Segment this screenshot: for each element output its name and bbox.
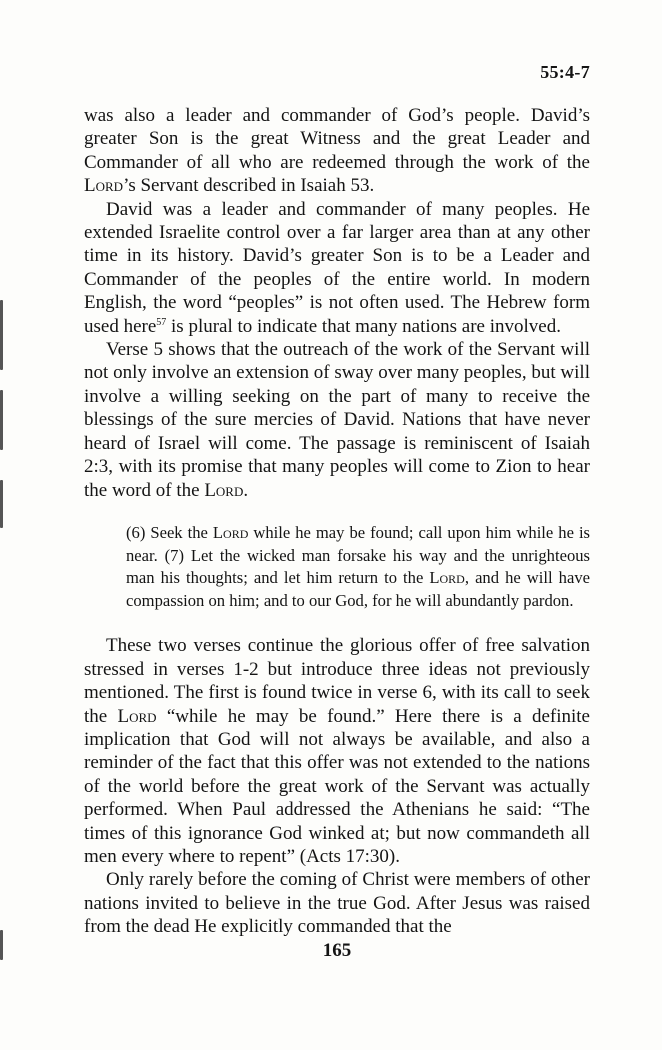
page-number: 165 xyxy=(322,940,352,961)
lord-small-caps: Lord xyxy=(212,522,249,542)
paragraph-2-text-b: is plural to indicate that many nations are involved. xyxy=(166,315,561,337)
page-body xyxy=(84,104,590,939)
binding-edge-mark xyxy=(0,480,3,528)
scripture-quote xyxy=(126,522,590,612)
paragraph-3-text-b: . xyxy=(243,479,249,501)
paragraph-2 xyxy=(84,198,590,338)
footnote-ref-57: 57 xyxy=(156,316,167,328)
paragraph-4-text-b: “while he may be found.” Here there is a definite implication that God will not always be available, and also a reminder of the fact that this offer was not extended to the nations of the world before the great work of the Servant was actually performed. When Paul addressed the Athenians he said: “The times of this ignorance God winked at; but now commandeth all men every where to repent” (Acts 17:30). xyxy=(84,705,590,867)
paragraph-1-text-b: ’s Servant described in Isaiah 53. xyxy=(123,175,375,197)
lord-small-caps: Lord xyxy=(84,175,124,197)
lord-small-caps: Lord xyxy=(117,705,157,727)
binding-edge-mark xyxy=(0,300,3,370)
paragraph-3-text-a: Verse 5 shows that the outreach of the work of the Servant will not only involve an extension of sway over many peoples, but will involve a willing seeking on the part of many to receive the blessings of the sure mercies of David. Nations that have never heard of Israel will come. The passage is reminiscent of Isaiah 2:3, with its promise that many peoples will come to Zion to hear the word of the xyxy=(84,339,590,501)
paragraph-5: Only rarely before the coming of Christ were members of other nations invited to believe in the true God. After Jesus was raised from the dead He explicitly commanded that the xyxy=(84,869,590,938)
binding-edge-mark xyxy=(0,930,3,960)
paragraph-4 xyxy=(84,634,590,868)
paragraph-2-text-a: David was a leader and commander of many peoples. He extended Israelite control over a far larger area than at any other time in its history. David’s greater Son is to be a Leader and Commander of the peoples of the entire world. In modern English, the word “peoples” is not often used. The Hebrew form used here xyxy=(84,198,590,337)
paragraph-1 xyxy=(84,104,590,198)
lord-small-caps: Lord xyxy=(429,568,465,588)
paragraph-4-text-a: These two verses continue the glorious offer of free salvation stressed in verses 1-2 but introduce three ideas not previously mentioned. The first is found twice in verse 6, with its call to seek the xyxy=(84,635,590,727)
book-page xyxy=(84,0,590,1050)
quote-text-1: (6) Seek the xyxy=(126,522,213,542)
lord-small-caps: Lord xyxy=(204,479,244,501)
paragraph-1-text-a: was also a leader and commander of God’s people. David’s greater Son is the great Witness and the great Leader and Commander of all who are redeemed through the work of the xyxy=(84,105,590,173)
paragraph-3 xyxy=(84,338,590,502)
binding-edge-mark xyxy=(0,390,3,450)
quote-text-3: , and he will have compassion on him; and to our God, for he will abundantly pardon. xyxy=(126,568,590,610)
quote-text-2: while he may be found; call upon him while he is near. (7) Let the wicked man forsake his way and the unrighteous man his thoughts; and let him return to the xyxy=(126,522,591,588)
running-header-reference: 55:4-7 xyxy=(540,62,590,82)
